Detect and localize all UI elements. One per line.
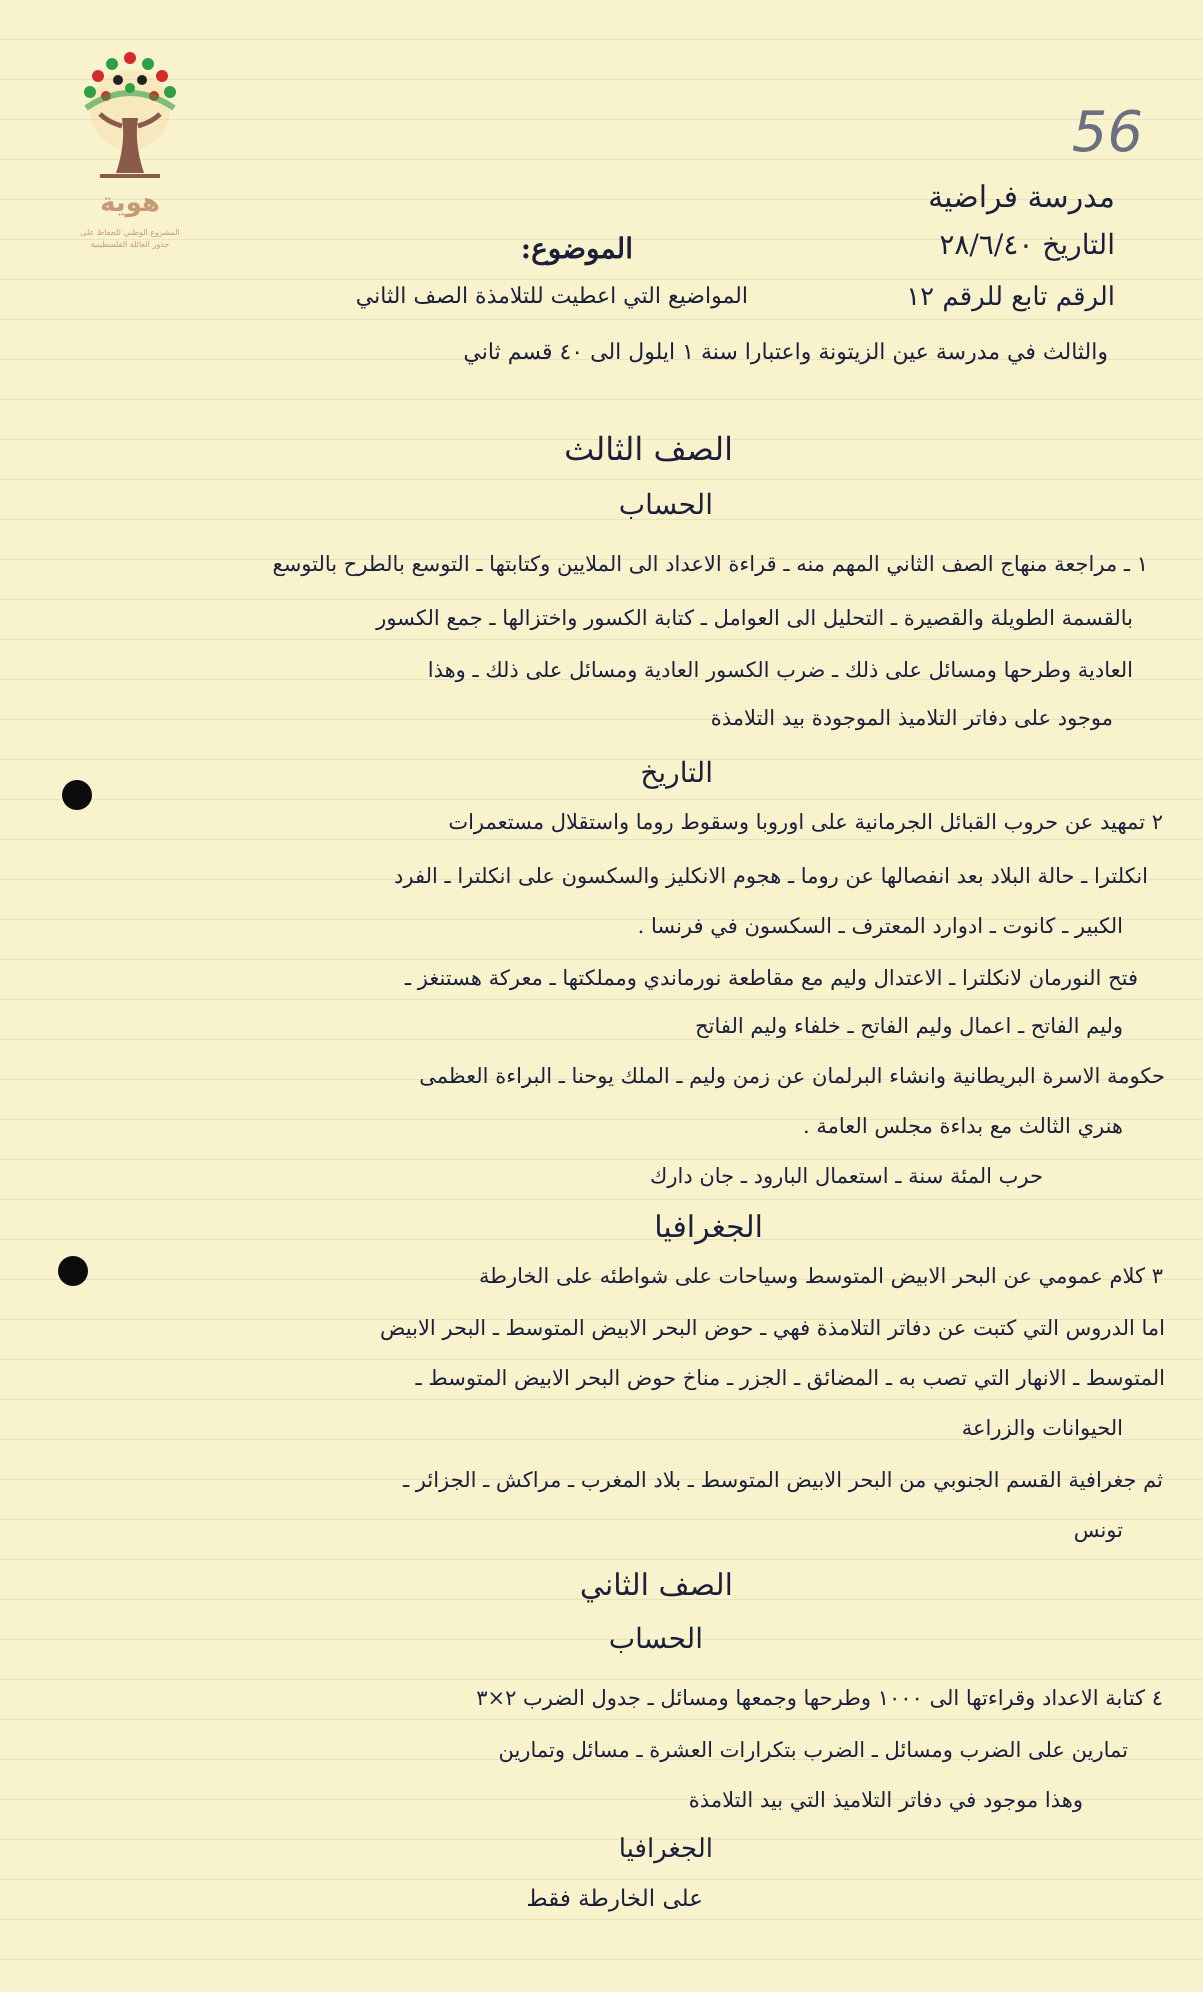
reference-number: الرقم تابع للرقم ١٢ [906, 282, 1115, 312]
page-number: 56 [1071, 100, 1143, 165]
item1-line: بالقسمة الطويلة والقصيرة ـ التحليل الى العوامل ـ كتابة الكسور واختزالها ـ جمع الكسور [376, 606, 1133, 630]
item1-line: العادية وطرحها ومسائل على ذلك ـ ضرب الكسور العادية ومسائل على ذلك ـ وهذا [427, 658, 1133, 682]
item2-line: فتح النورمان لانكلترا ـ الاعتدال وليم مع مقاطعة نورماندي ومملكتها ـ معركة هستنغز ـ [404, 966, 1138, 990]
logo-name: هوية [100, 188, 160, 218]
item2-line: حكومة الاسرة البريطانية وانشاء البرلمان عن زمن وليم ـ الملك يوحنا ـ البراءة العظمى [419, 1064, 1165, 1088]
heading-history: التاريخ [640, 756, 713, 789]
heading-geography-2: الجغرافيا [618, 1834, 713, 1864]
subject-line-1: المواضيع التي اعطيت للتلامذة الصف الثاني [355, 284, 748, 309]
heading-arithmetic-2: الحساب [608, 1622, 703, 1655]
item3-line: المتوسط ـ الانهار التي تصب به ـ المضائق ـ الجزر ـ مناخ حوض البحر الابيض المتوسط ـ [415, 1366, 1165, 1390]
item3-line: ثم جغرافية القسم الجنوبي من البحر الابيض المتوسط ـ بلاد المغرب ـ مراكش ـ الجزائر ـ [402, 1468, 1163, 1492]
item2-line: حرب المئة سنة ـ استعمال البارود ـ جان دارك [650, 1164, 1043, 1188]
heading-geography: الجغرافيا [654, 1210, 763, 1245]
item1-line: ١ ـ مراجعة منهاج الصف الثاني المهم منه ـ قراءة الاعداد الى الملايين وكتابتها ـ التوسع بالطرح بالتوسع [272, 552, 1148, 576]
item2-line: انكلترا ـ حالة البلاد بعد انفصالها عن روما ـ هجوم الانكليز والسكسون على انكلترا ـ الفرد [394, 864, 1148, 888]
item1-line: موجود على دفاتر التلاميذ الموجودة بيد التلامذة [710, 706, 1113, 730]
punch-hole [58, 1256, 88, 1286]
tree-logo-icon [60, 48, 200, 188]
logo-line-1: المشروع الوطني للحفاظ على [80, 228, 180, 237]
item4-line: ٤ كتابة الاعداد وقراءتها الى ١٠٠٠ وطرحها وجمعها ومسائل ـ جدول الضرب ٢×٣ [476, 1686, 1163, 1710]
item3-line: تونس [1073, 1518, 1123, 1542]
letter-date: التاريخ ٢٨/٦/٤٠ [939, 228, 1115, 261]
geography-note: على الخارطة فقط [526, 1886, 703, 1912]
school-name: مدرسة فراضية [928, 180, 1115, 215]
logo-line-2: جذور العائلة الفلسطينية [90, 240, 170, 249]
hawiya-logo [60, 48, 200, 278]
punch-hole [62, 780, 92, 810]
item4-line: تمارين على الضرب ومسائل ـ الضرب بتكرارات العشرة ـ مسائل وتمارين [498, 1738, 1128, 1762]
item2-line: وليم الفاتح ـ اعمال وليم الفاتح ـ خلفاء وليم الفاتح [695, 1014, 1123, 1038]
item3-line: اما الدروس التي كتبت عن دفاتر التلامذة فهي ـ حوض البحر الابيض المتوسط ـ البحر الابيض [380, 1316, 1165, 1340]
heading-third-grade: الصف الثالث [564, 430, 733, 468]
subject-line-2: والثالث في مدرسة عين الزيتونة واعتبارا سنة ١ ايلول الى ٤٠ قسم ثاني [463, 340, 1108, 365]
heading-second-grade: الصف الثاني [579, 1568, 733, 1603]
heading-arithmetic: الحساب [618, 488, 713, 521]
item2-line: الكبير ـ كانوت ـ ادوارد المعترف ـ السكسون في فرنسا . [637, 914, 1123, 938]
item4-line: وهذا موجود في دفاتر التلاميذ التي بيد التلامذة [688, 1788, 1083, 1812]
item2-line: هنري الثالث مع بداءة مجلس العامة . [803, 1114, 1123, 1138]
item2-line: ٢ تمهيد عن حروب القبائل الجرمانية على اوروبا وسقوط روما واستقلال مستعمرات [448, 810, 1163, 834]
subject-label: الموضوع: [520, 232, 633, 265]
item3-line: الحيوانات والزراعة [961, 1416, 1123, 1440]
item3-line: ٣ كلام عمومي عن البحر الابيض المتوسط وسياحات على شواطئه على الخارطة [478, 1264, 1163, 1288]
